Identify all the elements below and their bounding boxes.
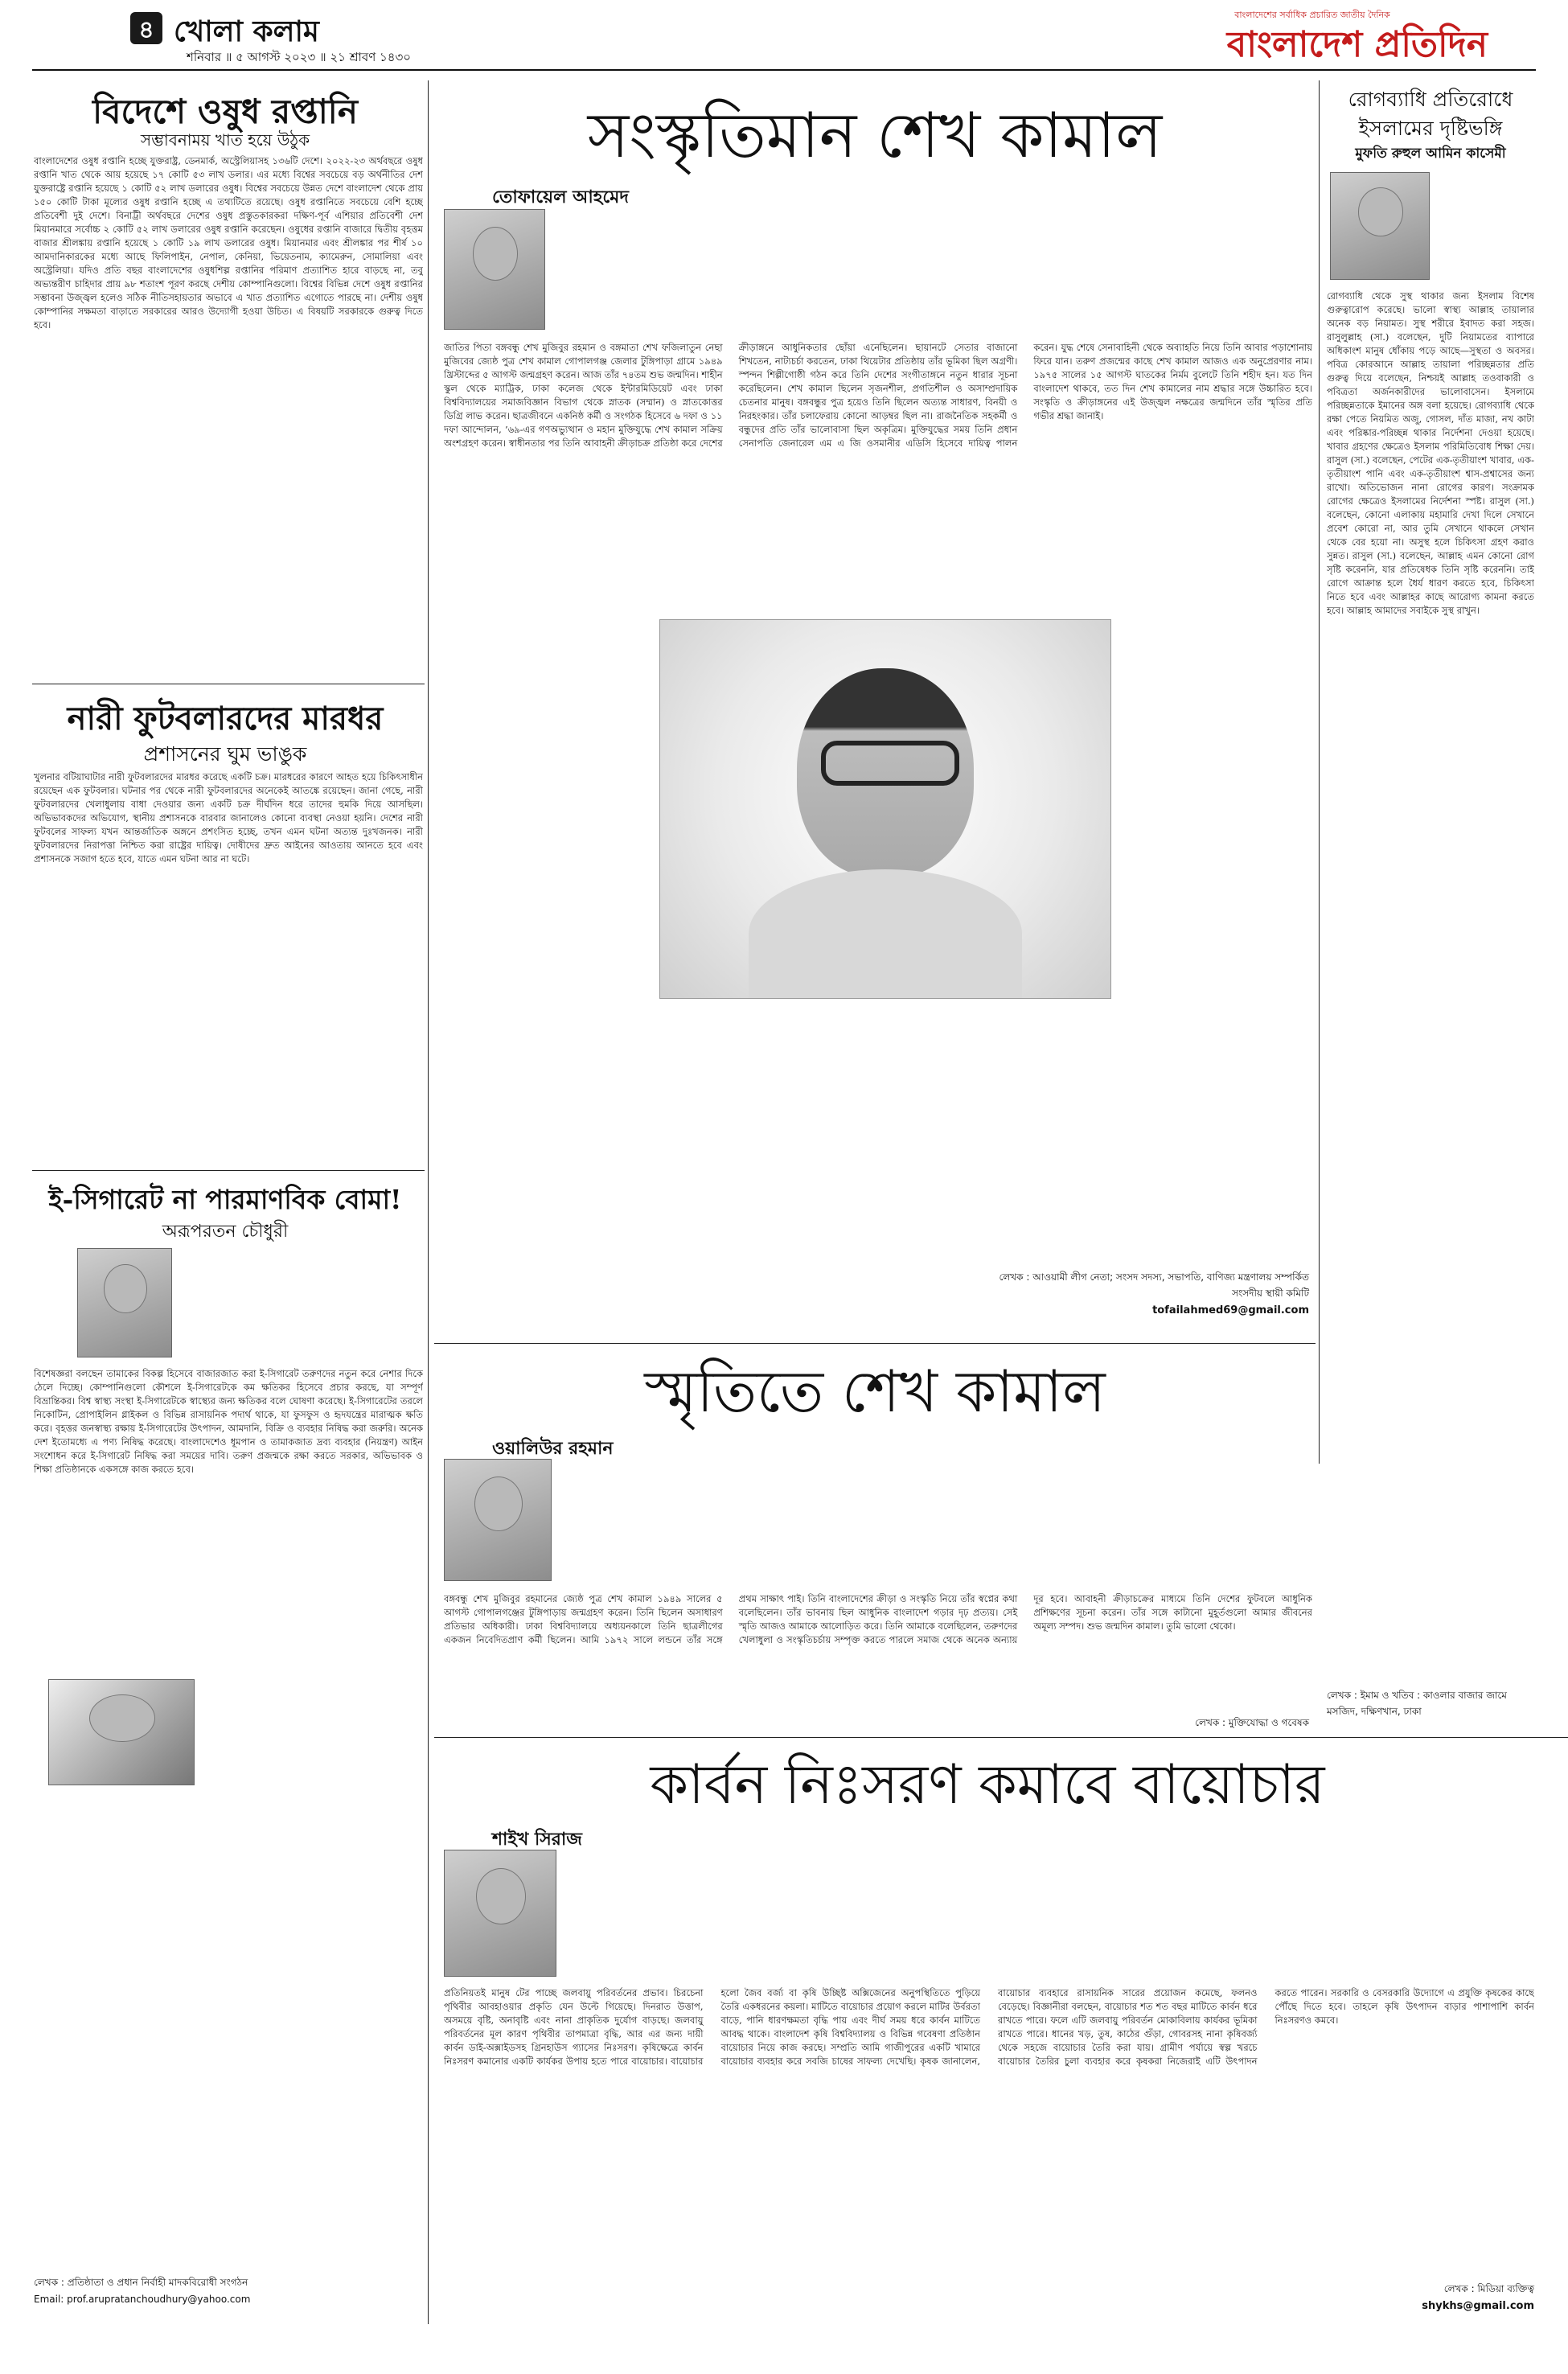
right-article-footer: লেখক : ইমাম ও খতিব : কাওলার বাজার জামে মসজিদ, দক্ষিণখান, ঢাকা — [1327, 1690, 1507, 1717]
left-article3-email: Email: prof.arupratanchoudhury@yahoo.com — [34, 2294, 251, 2305]
left-article1-body: বাংলাদেশের ওষুধ রপ্তানি হচ্ছে যুক্তরাষ্ট্র, ডেনমার্ক, অস্ট্রেলিয়াসহ ১৩৬টি দেশে। ২০২২-২৩ অর্থবছরে ওষুধ রপ্তানি খাত থেকে আয় হয়েছে ১৭ কোটি ৫৩ লাখ ডলার। এর মধ্যে বিশ্বের সবচেয়ে বড় অর্থনীতির দেশ যুক্তরাষ্ট্রে রপ্তানি হয়েছে ১ কোটি ৫২ লাখ ডলারের ওষুধ। বিশ্বের সবচেয়ে উন্নত দেশে বাংলাদেশ থেকে প্রায় ১৫০ কোটি টাকা মূল্যের ওষুধ রপ্তানি হচ্ছে এ তথ্যটিতে রয়েছে। ওষুধ রপ্তানিতে সবচেয়ে বেশি হচ্ছে প্রতিবেশী দুই দেশে। বিনাট্রী অর্থবছরে দেশের ওষুধ প্রস্তুতকারকরা দক্ষিণ-পূর্ব এশিয়ার প্রতিবেশী দেশ মিয়ানমারে সর্বোচ্চ ২ কোটি ৫২ লাখ ডলারের ওষুধ রপ্তানি করেছেন। ওষুধের রপ্তানি বাজারে দ্বিতীয় বৃহত্তম বাজার শ্রীলঙ্কায় রপ্তানি হয়েছে ১ কোটি ১৯ লাখ ডলারের ওষুধ। মিয়ানমার এবং শ্রীলঙ্কার পর শীর্ষ ১০ আমদানিকারকের মধ্যে আছে ফিলিপাইন, নেপাল, কেনিয়া, ভিয়েতনাম, ক্যামেরুন, সোমালিয়া এবং অস্ট্রেলিয়া। যদিও প্রতি বছর বাংলাদেশের ওষুধশিল্প রপ্তানির পরিমাণ প্রত্যাশিত হারে বাড়ছে না, তবু অভ্যন্তরীণ চাহিদার প্রায় ৯৮ শতাংশ পূরণ করছে দেশীয় কোম্পানিগুলো। বিশ্বের বিভিন্ন দেশে ওষুধ রপ্তানির সম্ভাবনা উজ্জ্বল হলেও সঠিক নীতিসহায়তার অভাবে এ খাত প্রত্যাশিত এগোতে পারছে না। দেশীয় ওষুধ কোম্পানির সক্ষমতা বাড়াতে সরকারের আরও উদ্যোগী হওয়া উচিত। এ বিষয়টি সরকারকে গুরুত্ব দিতে হবে। — [34, 155, 423, 331]
right-article-body: রোগব্যাধি থেকে সুস্থ থাকার জন্য ইসলাম বিশেষ গুরুত্বারোপ করেছে। ভালো স্বাস্থ্য আল্লাহ তায়ালার অনেক বড় নিয়ামত। সুস্থ শরীরে ইবাদত করা সহজ। রাসুলুল্লাহ (সা.) বলেছেন, দুটি নিয়ামতের ব্যাপারে অধিকাংশ মানুষ ধোঁকায় পড়ে আছে—সুস্থতা ও অবসর। পবিত্র কোরআনে আল্লাহ তায়ালা পরিচ্ছন্নতার প্রতি গুরুত্ব দিয়ে বলেছেন, নিশ্চয়ই আল্লাহ তওবাকারী ও পবিত্রতা অর্জনকারীদের ভালোবাসেন। ইসলামে পরিচ্ছন্নতাকে ইমানের অঙ্গ বলা হয়েছে। রোগব্যাধি থেকে রক্ষা পেতে নিয়মিত অজু, গোসল, দাঁত মাজা, নখ কাটা এবং পরিষ্কার-পরিচ্ছন্ন থাকার নির্দেশনা দেওয়া হয়েছে। খাবার গ্রহণের ক্ষেত্রেও ইসলাম পরিমিতিবোধ শিক্ষা দেয়। রাসুল (সা.) বলেছেন, পেটের এক-তৃতীয়াংশ খাবার, এক-তৃতীয়াংশ পানি এবং এক-তৃতীয়াংশ শ্বাস-প্রশ্বাসের জন্য রাখো। অতিভোজন নানা রোগের কারণ। সংক্রামক রোগের ক্ষেত্রেও ইসলামের নির্দেশনা স্পষ্ট। রাসুল (সা.) বলেছেন, কোনো এলাকায় মহামারি দেখা দিলে সেখানে প্রবেশ কোরো না, আর তুমি সেখানে থাকলে সেখান থেকে বের হয়ো না। অসুস্থ হলে চিকিৎসা গ্রহণ করাও সুন্নত। রাসুল (সা.) বলেছেন, আল্লাহ এমন কোনো রোগ সৃষ্টি করেননি, যার প্রতিষেধক তিনি সৃষ্টি করেননি। তাই রোগে আক্রান্ত হলে ধৈর্য ধারণ করতে হবে, চিকিৎসা নিতে হবে এবং আল্লাহর কাছে আরোগ্য কামনা করতে হবে। আল্লাহ আমাদের সবাইকে সুস্থ রাখুন। — [1327, 290, 1534, 616]
main-article1-footer: লেখক : আওয়ামী লীগ নেতা; সংসদ সদস্য, সভাপতি, বাণিজ্য মন্ত্রণালয় সম্পর্কিত সংসদীয় স্থায়ী কমিটি — [999, 1271, 1309, 1299]
issue-date: শনিবার ॥ ৫ আগস্ট ২০২৩ ॥ ২১ শ্রাবণ ১৪৩০ — [187, 50, 412, 64]
main-article2-title: স্মৃতিতে শেখ কামাল — [644, 1357, 1106, 1425]
left-article3-author: অরূপরতন চৌধুরী — [162, 1222, 289, 1242]
main-article3-body: প্রতিনিয়তই মানুষ টের পাচ্ছে জলবায়ু পরিবর্তনের প্রভাব। চিরচেনা পৃথিবীর আবহাওয়ার প্রকৃতি যেন উল্টে গিয়েছে। দিনরাত উত্তাপ, অসময়ে বৃষ্টি, অনাবৃষ্টি এবং নানা প্রাকৃতিক দুর্যোগ বাড়ছে। জলবায়ু পরিবর্তনের মূল কারণ পৃথিবীর তাপমাত্রা বৃদ্ধি, আর এর জন্য দায়ী কার্বন ডাই-অক্সাইডসহ গ্রিনহাউস গ্যাসের নিঃসরণ। কৃষিক্ষেত্রে কার্বন নিঃসরণ কমানোর একটি কার্যকর উপায় হতে পারে বায়োচার। বায়োচার হলো জৈব বর্জ্য বা কৃষি উচ্ছিষ্ট অক্সিজেনের অনুপস্থিতিতে পুড়িয়ে তৈরি একধরনের কয়লা। মাটিতে বায়োচার প্রয়োগ করলে মাটির উর্বরতা বাড়ে, পানি ধারণক্ষমতা বৃদ্ধি পায় এবং দীর্ঘ সময় ধরে কার্বন মাটিতে আবদ্ধ থাকে। বাংলাদেশ কৃষি বিশ্ববিদ্যালয় ও বিভিন্ন গবেষণা প্রতিষ্ঠান বায়োচার নিয়ে কাজ করছে। সম্প্রতি আমি গাজীপুরের একটি খামারে বায়োচার ব্যবহার করে সবজি চাষের সাফল্য দেখেছি। কৃষক জানালেন, বায়োচার ব্যবহারে রাসায়নিক সারের প্রয়োজন কমেছে, ফলনও বেড়েছে। বিজ্ঞানীরা বলছেন, বায়োচার শত শত বছর মাটিতে কার্বন ধরে রাখতে পারে। ফলে এটি জলবায়ু পরিবর্তন মোকাবিলায় কার্যকর ভূমিকা রাখতে পারে। ধানের খড়, তুষ, কাঠের গুঁড়া, গোবরসহ নানা কৃষিবর্জ্য থেকে সহজে বায়োচার তৈরি করা যায়। গ্রামীণ পর্যায়ে স্বল্প খরচে বায়োচার তৈরির চুলা ব্যবহার করে কৃষকরা নিজেরাই এটি উৎপাদন করতে পারেন। সরকারি ও বেসরকারি উদ্যোগে এ প্রযুক্তি কৃষকের কাছে পৌঁছে দিতে হবে। তাহলে কৃষি উৎপাদন বাড়ার পাশাপাশি কার্বন নিঃসরণও কমবে। — [444, 1987, 1534, 2067]
author-photo — [444, 1459, 552, 1581]
right-article-author: মুফতি রুহুল আমিন কাসেমী — [1355, 146, 1506, 162]
left-article1-title: বিদেশে ওষুধ রপ্তানি — [92, 92, 358, 131]
right-article-title-line2: ইসলামের দৃষ্টিভঙ্গি — [1358, 117, 1503, 140]
left-article2-subtitle: প্রশাসনের ঘুম ভাঙুক — [143, 742, 307, 766]
main-article1-title: সংস্কৃতিমান শেখ কামাল — [587, 100, 1163, 172]
main-article3-footer: লেখক : মিডিয়া ব্যক্তিত্ব — [1443, 2283, 1534, 2294]
main-article2-body: বঙ্গবন্ধু শেখ মুজিবুর রহমানের জ্যেষ্ঠ পুত্র শেখ কামাল ১৯৪৯ সালের ৫ আগস্ট গোপালগঞ্জের টুঙ্গিপাড়ায় জন্মগ্রহণ করেন। তিনি ছিলেন অসাধারণ প্রতিভার অধিকারী। ঢাকা বিশ্ববিদ্যালয়ে অধ্যয়নকালে তিনি ছাত্রলীগের একজন নিবেদিতপ্রাণ কর্মী ছিলেন। আমি ১৯৭২ সালে লন্ডনে তাঁর সঙ্গে প্রথম সাক্ষাৎ পাই। তিনি বাংলাদেশের ক্রীড়া ও সংস্কৃতি নিয়ে তাঁর স্বপ্নের কথা বলেছিলেন। তাঁর ভাবনায় ছিল আধুনিক বাংলাদেশ গড়ার দৃঢ় প্রত্যয়। সেই স্মৃতি আজও আমাকে আলোড়িত করে। তিনি আমাকে বলেছিলেন, তরুণদের খেলাধুলা ও সংস্কৃতিচর্চায় সম্পৃক্ত করতে পারলে সমাজ থেকে অনেক অন্যায় দূর হবে। আবাহনী ক্রীড়াচক্রের মাধ্যমে তিনি দেশের ফুটবলে আধুনিক প্রশিক্ষণের সূচনা করেন। তাঁর সঙ্গে কাটানো মুহূর্তগুলো আমার জীবনের অমূল্য সম্পদ। শুভ জন্মদিন কামাল। তুমি ভালো থেকো। — [444, 1593, 1312, 1645]
left-article2-body: খুলনার বটিয়াঘাটার নারী ফুটবলারদের মারধর করেছে একটি চক্র। মারধরের কারণে আহত হয়ে চিকিৎসাধীন রয়েছেন এক ফুটবলার। ঘটনার পর থেকে নারী ফুটবলারদের অনেকেই আতঙ্কে রয়েছেন। জানা গেছে, নারী ফুটবলারদের খেলাধুলায় বাধা দেওয়ার জন্য একটি চক্র দীর্ঘদিন ধরে তাদের হুমকি দিয়ে আসছিল। অভিভাবকদের অভিযোগ, স্থানীয় প্রশাসনকে বারবার জানালেও কোনো ব্যবস্থা নেওয়া হয়নি। দেশের নারী ফুটবলের সাফল্য যখন আন্তর্জাতিক অঙ্গনে প্রশংসিত হচ্ছে, তখন এমন ঘটনা অত্যন্ত দুঃখজনক। নারী ফুটবলারদের নিরাপত্তা নিশ্চিত করা রাষ্ট্রের দায়িত্ব। দোষীদের দ্রুত আইনের আওতায় আনতে হবে এবং প্রশাসনকে সজাগ হতে হবে, যাতে এমন ঘটনা আর না ঘটে। — [34, 771, 423, 865]
author-photo — [444, 1850, 556, 1977]
main-article3-title: কার্বন নিঃসরণ কমাবে বায়োচার — [650, 1753, 1325, 1817]
paper-logo: বাংলাদেশ প্রতিদিন — [1226, 24, 1488, 65]
page-number: ৪ — [138, 16, 154, 44]
author-photo — [444, 209, 545, 330]
main-article1-body: জাতির পিতা বঙ্গবন্ধু শেখ মুজিবুর রহমান ও বঙ্গমাতা শেখ ফজিলাতুন নেছা মুজিবের জ্যেষ্ঠ পুত্র শেখ কামাল গোপালগঞ্জ জেলার টুঙ্গিপাড়া গ্রামে ১৯৪৯ খ্রিস্টাব্দের ৫ আগস্ট জন্মগ্রহণ করেন। আজ তাঁর ৭৪তম শুভ জন্মদিন। শাহীন স্কুল থেকে ম্যাট্রিক, ঢাকা কলেজ থেকে ইন্টারমিডিয়েট এবং ঢাকা বিশ্ববিদ্যালয়ের সমাজবিজ্ঞান বিভাগ থেকে স্নাতক (সম্মান) ও স্নাতকোত্তর ডিগ্রি লাভ করেন। ছাত্রজীবনে একনিষ্ঠ কর্মী ও সংগঠক হিসেবে ৬ দফা ও ১১ দফা আন্দোলন, ’৬৯-এর গণঅভ্যুত্থান ও মহান মুক্তিযুদ্ধে শেখ কামাল সক্রিয় অংশগ্রহণ করেন। স্বাধীনতার পর তিনি আবাহনী ক্রীড়াচক্র প্রতিষ্ঠা করে দেশের ক্রীড়াঙ্গনে আধুনিকতার ছোঁয়া এনেছিলেন। ছায়ানটে সেতার বাজানো শিখতেন, নাট্যচর্চা করতেন, ঢাকা থিয়েটার প্রতিষ্ঠায় তাঁর ভূমিকা ছিল অগ্রণী। স্পন্দন শিল্পীগোষ্ঠী গঠন করে তিনি দেশের সংগীতাঙ্গনে নতুন ধারার সূচনা করেছিলেন। শেখ কামাল ছিলেন সৃজনশীল, প্রগতিশীল ও অসাম্প্রদায়িক চেতনার মানুষ। বঙ্গবন্ধুর পুত্র হয়েও তিনি ছিলেন অত্যন্ত সাধারণ, বিনয়ী ও নিরহংকার। তাঁর চলাফেরায় কোনো আড়ম্বর ছিল না। রাজনৈতিক সহকর্মী ও বন্ধুদের প্রতি তাঁর ভালোবাসা ছিল অকৃত্রিম। মুক্তিযুদ্ধের সময় তিনি প্রধান সেনাপতি জেনারেল এম এ জি ওসমানীর এডিসি হিসেবে দায়িত্ব পালন করেন। যুদ্ধ শেষে সেনাবাহিনী থেকে অব্যাহতি নিয়ে তিনি আবার পড়াশোনায় ফিরে যান। তরুণ প্রজন্মের কাছে শেখ কামাল আজও এক অনুপ্রেরণার নাম। ১৯৭৫ সালের ১৫ আগস্ট ঘাতকের নির্মম বুলেটে তিনি শহীদ হন। যত দিন বাংলাদেশ থাকবে, তত দিন শেখ কামালের নাম শ্রদ্ধার সঙ্গে উচ্চারিত হবে। সংস্কৃতি ও ক্রীড়াঙ্গনের এই উজ্জ্বল নক্ষত্রের জন্মদিনে তাঁর স্মৃতির প্রতি গভীর শ্রদ্ধা জানাই। — [444, 342, 1312, 449]
main-article3-author: শাইখ সিরাজ — [492, 1830, 582, 1850]
left-article3-title: ই-সিগারেট না পারমাণবিক বোমা! — [48, 1184, 402, 1215]
section-title: খোলা কলাম — [174, 15, 319, 48]
main-article1-author: তোফায়েল আহমেদ — [492, 187, 629, 207]
paper-tagline: বাংলাদেশের সর্বাধিক প্রচারিত জাতীয় দৈনিক — [1234, 10, 1390, 20]
sheikh-kamal-illustration — [659, 619, 1111, 999]
main-article1-email: tofailahmed69@gmail.com — [1152, 1304, 1309, 1316]
main-article3-email: shykhs@gmail.com — [1422, 2300, 1534, 2312]
main-article2-author: ওয়ালিউর রহমান — [492, 1439, 614, 1459]
author-photo — [77, 1248, 172, 1357]
left-article2-title: নারী ফুটবলারদের মারধর — [67, 700, 384, 737]
right-article-title-line1: রোগব্যাধি প্রতিরোধে — [1348, 88, 1513, 111]
main-article2-footer: লেখক : মুক্তিযোদ্ধা ও গবেষক — [1195, 1717, 1309, 1728]
author-photo — [1330, 172, 1430, 280]
left-article1-subtitle: সম্ভাবনাময় খাত হয়ে উঠুক — [140, 130, 310, 150]
left-article3-body: বিশেষজ্ঞরা বলছেন তামাকের বিকল্প হিসেবে বাজারজাত করা ই-সিগারেট তরুণদের নতুন করে নেশার দিকে ঠেলে দিচ্ছে। কোম্পানিগুলো কৌশলে ই-সিগারেটকে কম ক্ষতিকর হিসেবে প্রচার করছে, যা সম্পূর্ণ বিভ্রান্তিকর। বিশ্ব স্বাস্থ্য সংস্থা ই-সিগারেটকে স্বাস্থ্যের জন্য ক্ষতিকর বলে ঘোষণা করেছে। ই-সিগারেটের তরলে নিকোটিন, প্রোপাইলিন গ্লাইকল ও বিভিন্ন রাসায়নিক পদার্থ থাকে, যা ফুসফুস ও হৃদযন্ত্রের মারাত্মক ক্ষতি করে। বৃহত্তর জনস্বাস্থ্য রক্ষায় ই-সিগারেটের উৎপাদন, আমদানি, বিক্রি ও ব্যবহার নিষিদ্ধ করা জরুরি। অনেক দেশ ইতোমধ্যে এ পণ্য নিষিদ্ধ করেছে। বাংলাদেশেও ধূমপান ও তামাকজাত দ্রব্য ব্যবহার (নিয়ন্ত্রণ) আইন সংশোধন করে ই-সিগারেট নিষিদ্ধ করা সময়ের দাবি। তরুণ প্রজন্মকে রক্ষা করতে সরকার, অভিভাবক ও শিক্ষা প্রতিষ্ঠানকে একসঙ্গে কাজ করতে হবে। — [34, 1368, 423, 1475]
left-article3-footer: লেখক : প্রতিষ্ঠাতা ও প্রধান নির্বাহী মাদকবিরোধী সংগঠন — [34, 2277, 248, 2288]
